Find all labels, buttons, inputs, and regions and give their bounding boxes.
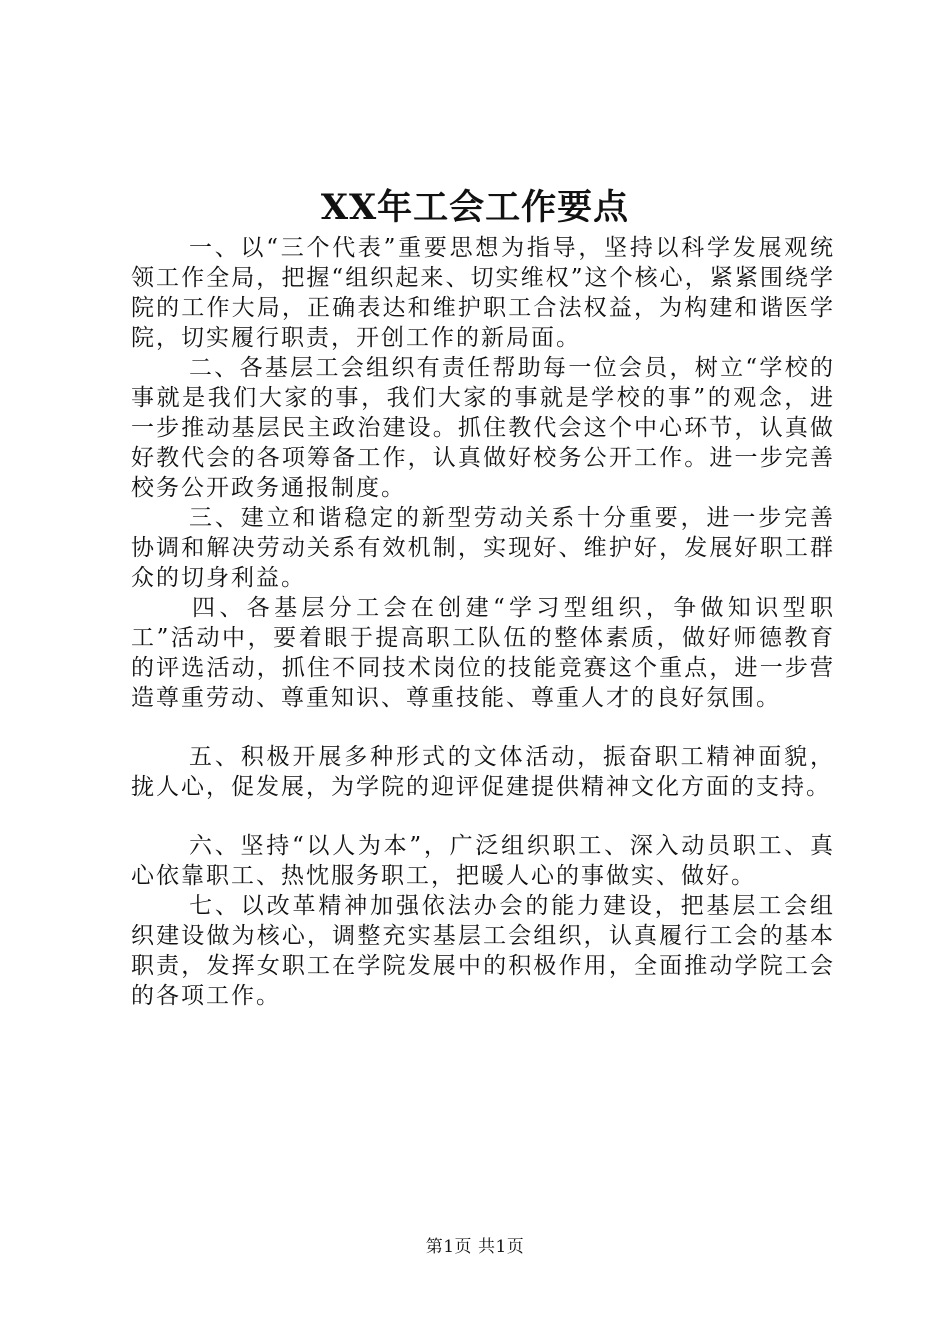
page-number-footer: 第1页 共1页 [425,1237,525,1257]
paragraph-7: 七、以改革精神加强依法办会的能力建设，把基层工会组织建设做为核心，调整充实基层工会组织，认真履行工会的基本职责，发挥女职工在学院发展中的积极作用，全面推动学院工会的各项工作。 [131,893,835,1009]
document-body [131,233,835,1011]
paragraph-6: 六、坚持“以人为本”，广泛组织职工、深入动员职工、真心依靠职工、热忱服务职工，把暖人心的事做实、做好。 [131,833,835,889]
paragraph-2: 二、各基层工会组织有责任帮助每一位会员，树立“学校的事就是我们大家的事，我们大家的事就是学校的事”的观念，进一步推动基层民主政治建设。抓住教代会这个中心环节，认真做好教代会的各项筹备工作，认真做好校务公开工作。进一步完善校务公开政务通报制度。 [131,355,835,501]
paragraph-4: 四、各基层分工会在创建“学习型组织，争做知识型职工”活动中，要着眼于提高职工队伍的整体素质，做好师德教育的评选活动，抓住不同技术岗位的技能竞赛这个重点，进一步营造尊重劳动、尊重知识、尊重技能、尊重人才的良好氛围。 [131,595,835,711]
paragraph-1: 一、以“三个代表”重要思想为指导，坚持以科学发展观统领工作全局，把握“组织起来、切实维权”这个核心，紧紧围绕学院的工作大局，正确表达和维护职工合法权益，为构建和谐医学院，切实履行职责，开创工作的新局面。 [131,235,835,351]
paragraph-3: 三、建立和谐稳定的新型劳动关系十分重要，进一步完善协调和解决劳动关系有效机制，实现好、维护好，发展好职工群众的切身利益。 [131,505,835,591]
paragraph-5: 五、积极开展多种形式的文体活动，振奋职工精神面貌，拢人心，促发展，为学院的迎评促建提供精神文化方面的支持。 [131,744,835,800]
document-title: XX年工会工作要点 [320,187,630,228]
